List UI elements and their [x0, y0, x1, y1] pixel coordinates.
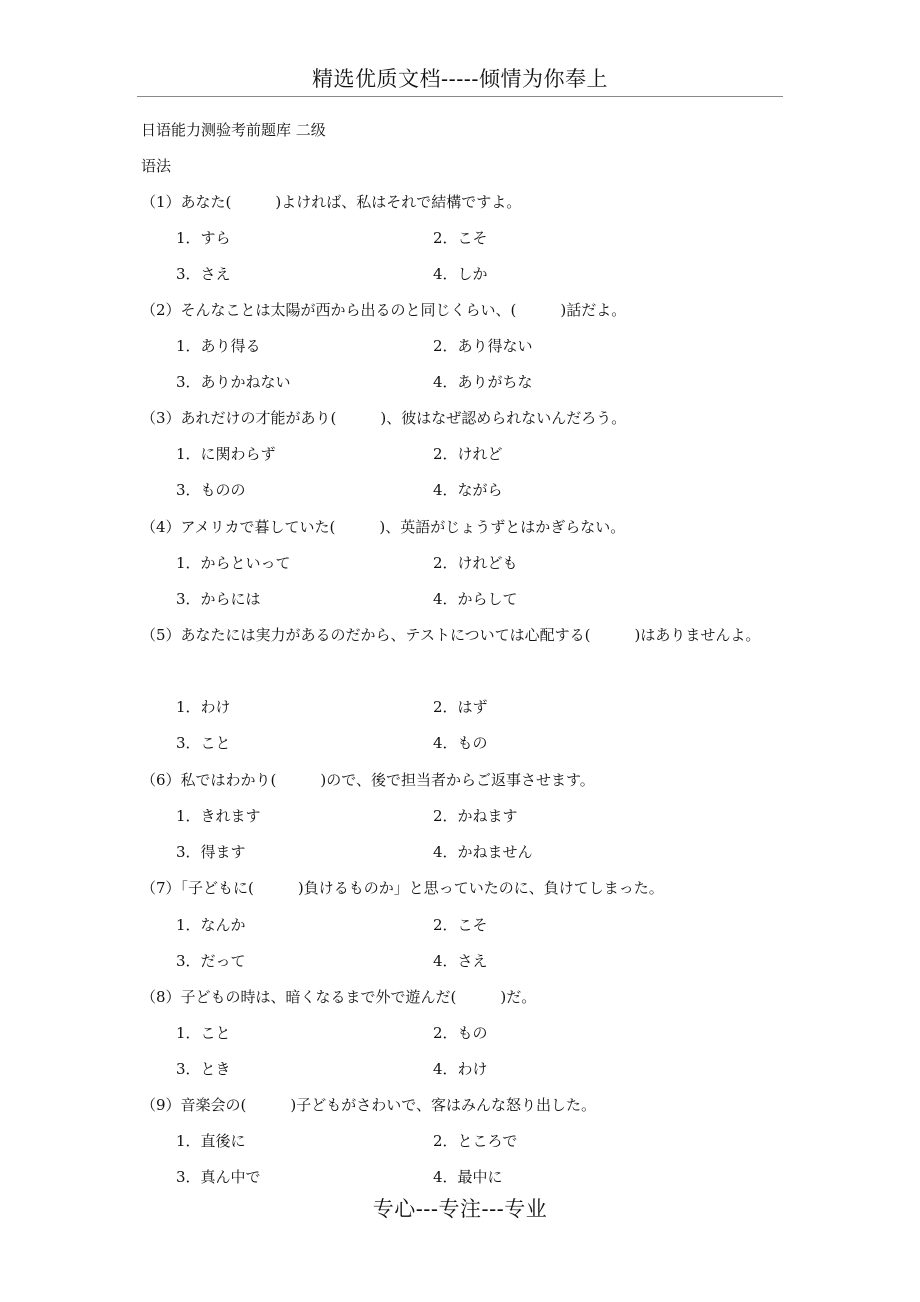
question-8-text-before: （8）子どもの時は、暗くなるまで外で遊んだ(	[141, 988, 457, 1006]
question-1-option-1: 1．すら	[176, 229, 231, 247]
question-9-option-3: 3．真ん中で	[176, 1168, 261, 1186]
question-4-option-4: 4．からして	[433, 590, 518, 608]
question-3-option-3: 3．ものの	[176, 481, 246, 499]
question-3-text-after: )、彼はなぜ認められないんだろう。	[380, 409, 627, 427]
page-header: 精选优质文档-----倾情为你奉上	[312, 67, 608, 91]
question-7	[141, 877, 664, 899]
question-7-option-4: 4．さえ	[433, 952, 488, 970]
question-3-text-before: （3）あれだけの才能があり(	[141, 409, 337, 427]
question-4-option-1: 1．からといって	[176, 554, 291, 572]
question-7-option-3: 3．だって	[176, 952, 246, 970]
question-6-option-2: 2．かねます	[433, 807, 518, 825]
question-6-option-3: 3．得ます	[176, 843, 246, 861]
question-7-text-before: （7）「子どもに(	[141, 879, 254, 897]
question-2-option-1: 1．あり得る	[176, 337, 261, 355]
question-5-option-2: 2．はず	[433, 698, 488, 716]
question-3-option-4: 4．ながら	[433, 481, 503, 499]
question-9-option-4: 4．最中に	[433, 1168, 503, 1186]
section-title: 语法	[141, 157, 172, 175]
question-5	[141, 617, 784, 653]
question-8-option-3: 3．とき	[176, 1060, 231, 1078]
question-2-text-after: )話だよ。	[560, 301, 627, 319]
page-footer: 专心---专注---专业	[372, 1197, 548, 1221]
question-2	[141, 299, 626, 321]
question-8	[141, 986, 536, 1008]
question-4-option-2: 2．けれども	[433, 554, 518, 572]
question-1	[141, 191, 521, 213]
question-6-option-4: 4．かねません	[433, 843, 533, 861]
question-6-text-before: （6）私ではわかり(	[141, 771, 277, 789]
question-1-option-4: 4．しか	[433, 265, 488, 283]
question-4	[141, 516, 625, 538]
question-7-option-1: 1．なんか	[176, 916, 246, 934]
question-1-option-3: 3．さえ	[176, 265, 231, 283]
question-9-text-after: )子どもがさわいで、客はみんな怒り出した。	[290, 1096, 596, 1114]
question-1-text-before: （1）あなた(	[141, 193, 232, 211]
question-5-option-1: 1．わけ	[176, 698, 231, 716]
question-8-text-after: )だ。	[500, 988, 537, 1006]
question-7-text-after: )負けるものか」と思っていたのに、負けてしまった。	[297, 879, 664, 897]
question-2-option-2: 2．あり得ない	[433, 337, 533, 355]
question-3-option-1: 1．に関わらず	[176, 445, 276, 463]
question-9-text-before: （9）音楽会の(	[141, 1096, 247, 1114]
question-8-option-4: 4．わけ	[433, 1060, 488, 1078]
question-5-text-before: （5）あなたには実力があるのだから、テストについては心配する(	[141, 626, 591, 644]
question-1-option-2: 2．こそ	[433, 229, 488, 247]
question-6	[141, 769, 595, 791]
question-5-text-after: )はありませんよ。	[634, 626, 761, 644]
question-8-option-1: 1．こと	[176, 1024, 231, 1042]
question-7-option-2: 2．こそ	[433, 916, 488, 934]
question-5-option-3: 3．こと	[176, 734, 231, 752]
question-9	[141, 1094, 596, 1116]
question-6-text-after: )ので、後で担当者からご返事させます。	[320, 771, 595, 789]
question-3	[141, 407, 626, 429]
question-4-text-after: )、英語がじょうずとはかぎらない。	[379, 518, 626, 536]
question-2-option-3: 3．ありかねない	[176, 373, 291, 391]
document-title: 日语能力测验考前题库 二级	[141, 121, 326, 139]
question-9-option-2: 2．ところで	[433, 1132, 518, 1150]
question-9-option-1: 1．直後に	[176, 1132, 246, 1150]
question-3-option-2: 2．けれど	[433, 445, 503, 463]
question-1-text-after: )よければ、私はそれで結構ですよ。	[275, 193, 522, 211]
header-divider	[137, 96, 783, 97]
question-5-option-4: 4．もの	[433, 734, 488, 752]
question-6-option-1: 1．きれます	[176, 807, 261, 825]
question-4-option-3: 3．からには	[176, 590, 261, 608]
question-4-text-before: （4）アメリカで暮していた(	[141, 518, 336, 536]
question-8-option-2: 2．もの	[433, 1024, 488, 1042]
question-2-option-4: 4．ありがちな	[433, 373, 533, 391]
question-2-text-before: （2）そんなことは太陽が西から出るのと同じくらい、(	[141, 301, 517, 319]
